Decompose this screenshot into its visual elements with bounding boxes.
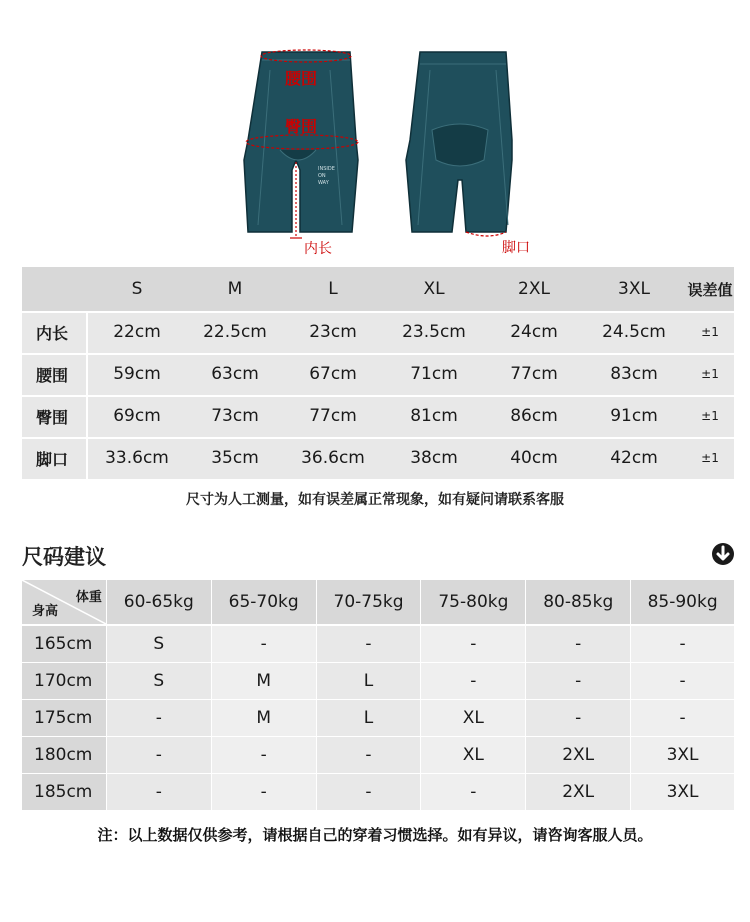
row-label: 内长 bbox=[22, 311, 88, 353]
recommend-table bbox=[22, 580, 734, 811]
svg-text:INSIDE: INSIDE bbox=[318, 166, 335, 172]
size-cell: - bbox=[421, 663, 525, 699]
corner-cell bbox=[22, 580, 106, 624]
height-cell: 185cm bbox=[22, 774, 106, 810]
table-cell: ±1 bbox=[701, 367, 719, 381]
table-cell: 33.6cm bbox=[105, 448, 169, 468]
height-cell: 175cm bbox=[22, 700, 106, 736]
weight-header: 60-65kg bbox=[107, 580, 211, 624]
svg-text:WAY: WAY bbox=[318, 180, 329, 186]
table-cell: 40cm bbox=[510, 448, 558, 468]
arrow-down-icon bbox=[712, 543, 734, 565]
back-shorts-image bbox=[406, 52, 512, 232]
row-label: 臀围 bbox=[22, 395, 88, 437]
size-cell: - bbox=[421, 626, 525, 662]
size-cell: M bbox=[212, 700, 316, 736]
weight-header: 80-85kg bbox=[526, 580, 630, 624]
size-cell: - bbox=[317, 626, 421, 662]
label-leg-opening: 脚口 bbox=[502, 240, 530, 256]
table-cell: 77cm bbox=[309, 406, 357, 426]
size-cell: M bbox=[212, 663, 316, 699]
header-cell: 3XL bbox=[618, 279, 650, 299]
size-cell: - bbox=[317, 774, 421, 810]
size-cell: 3XL bbox=[631, 737, 734, 773]
table-cell: 67cm bbox=[309, 364, 357, 384]
weight-header: 65-70kg bbox=[212, 580, 316, 624]
size-table-header bbox=[22, 267, 734, 311]
table-cell: 91cm bbox=[610, 406, 658, 426]
table-cell: 24cm bbox=[510, 322, 558, 342]
table-cell: 77cm bbox=[510, 364, 558, 384]
table-cell: 24.5cm bbox=[602, 322, 666, 342]
table-row bbox=[22, 395, 734, 437]
table-cell: 69cm bbox=[113, 406, 161, 426]
table-cell: 36.6cm bbox=[301, 448, 365, 468]
table-row bbox=[22, 663, 734, 699]
table-cell: 38cm bbox=[410, 448, 458, 468]
label-hip: 臀围 bbox=[285, 117, 318, 136]
table-cell: 35cm bbox=[211, 448, 259, 468]
header-cell: 误差值 bbox=[687, 280, 733, 299]
size-cell: - bbox=[526, 700, 630, 736]
size-cell: S bbox=[107, 626, 211, 662]
shorts-figure bbox=[0, 0, 750, 262]
size-cell: - bbox=[107, 700, 211, 736]
table-cell: ±1 bbox=[701, 409, 719, 423]
label-inseam: 内长 bbox=[304, 241, 332, 257]
weight-header: 75-80kg bbox=[421, 580, 525, 624]
size-cell: 2XL bbox=[526, 774, 630, 810]
table-row bbox=[22, 700, 734, 736]
size-cell: 3XL bbox=[631, 774, 734, 810]
weight-header: 70-75kg bbox=[317, 580, 421, 624]
table-cell: 86cm bbox=[510, 406, 558, 426]
size-cell: L bbox=[317, 663, 421, 699]
size-table bbox=[22, 267, 734, 479]
size-cell: XL bbox=[421, 737, 525, 773]
header-cell: XL bbox=[423, 279, 445, 299]
size-cell: - bbox=[631, 663, 734, 699]
size-cell: - bbox=[317, 737, 421, 773]
recommend-header bbox=[22, 580, 734, 624]
header-cell: S bbox=[131, 279, 143, 299]
header-cell bbox=[22, 267, 88, 311]
table-cell: 83cm bbox=[610, 364, 658, 384]
size-cell: - bbox=[631, 700, 734, 736]
weight-label: 体重 bbox=[75, 590, 102, 605]
table-cell: 71cm bbox=[410, 364, 458, 384]
section-title: 尺码建议 bbox=[22, 545, 106, 569]
size-cell: L bbox=[317, 700, 421, 736]
table-cell: 59cm bbox=[113, 364, 161, 384]
table-cell: 73cm bbox=[211, 406, 259, 426]
table-cell: ±1 bbox=[701, 325, 719, 339]
size-cell: 2XL bbox=[526, 737, 630, 773]
table-cell: 23cm bbox=[309, 322, 357, 342]
table-row bbox=[22, 774, 734, 810]
size-cell: - bbox=[526, 663, 630, 699]
table-cell: 42cm bbox=[610, 448, 658, 468]
row-label: 腰围 bbox=[22, 353, 88, 395]
arrow-down-circle-icon[interactable] bbox=[712, 543, 734, 565]
table-cell: 63cm bbox=[211, 364, 259, 384]
height-label: 身高 bbox=[32, 604, 59, 619]
header-cell: 2XL bbox=[518, 279, 550, 299]
row-label: 脚口 bbox=[22, 437, 88, 479]
svg-text:ON: ON bbox=[318, 173, 326, 179]
table-row bbox=[22, 437, 734, 479]
table-cell: 23.5cm bbox=[402, 322, 466, 342]
measurement-note: 尺寸为人工测量，如有误差属正常现象，如有疑问请联系客服 bbox=[186, 492, 564, 508]
size-cell: - bbox=[421, 774, 525, 810]
size-cell: - bbox=[212, 737, 316, 773]
table-row bbox=[22, 626, 734, 662]
label-waist: 腰围 bbox=[285, 69, 318, 88]
size-cell: - bbox=[212, 626, 316, 662]
table-row bbox=[22, 737, 734, 773]
table-cell: 81cm bbox=[410, 406, 458, 426]
table-row bbox=[22, 311, 734, 353]
table-cell: 22cm bbox=[113, 322, 161, 342]
table-cell: ±1 bbox=[701, 451, 719, 465]
size-cell: - bbox=[631, 626, 734, 662]
header-cell: M bbox=[227, 279, 243, 299]
size-cell: - bbox=[212, 774, 316, 810]
table-cell: 22.5cm bbox=[203, 322, 267, 342]
table-row bbox=[22, 353, 734, 395]
size-cell: - bbox=[526, 626, 630, 662]
height-cell: 165cm bbox=[22, 626, 106, 662]
size-cell: - bbox=[107, 737, 211, 773]
size-cell: S bbox=[107, 663, 211, 699]
reference-note: 注：以上数据仅供参考，请根据自己的穿着习惯选择。如有异议，请咨询客服人员。 bbox=[97, 826, 653, 844]
height-cell: 170cm bbox=[22, 663, 106, 699]
height-cell: 180cm bbox=[22, 737, 106, 773]
header-cell: L bbox=[328, 279, 338, 299]
weight-header: 85-90kg bbox=[631, 580, 734, 624]
size-cell: XL bbox=[421, 700, 525, 736]
size-cell: - bbox=[107, 774, 211, 810]
